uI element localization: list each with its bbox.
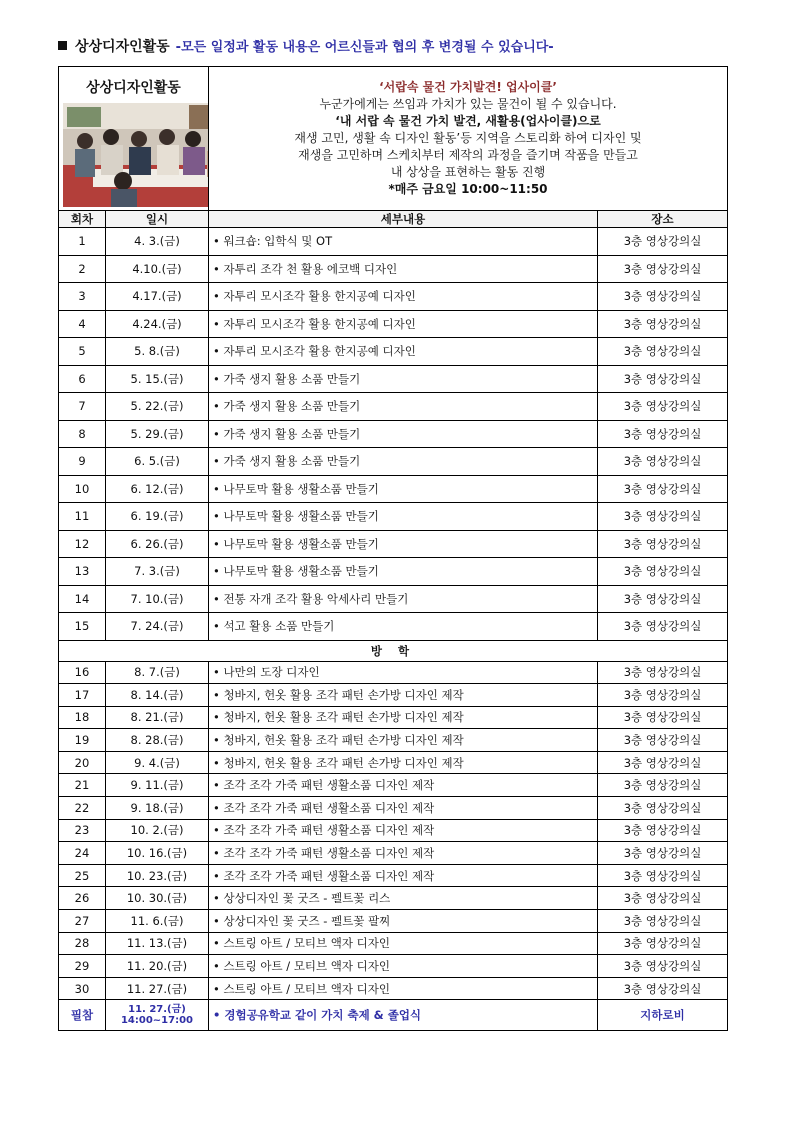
table-row — [59, 774, 728, 797]
session-number: 15 — [59, 613, 106, 641]
table-row — [59, 365, 728, 393]
session-place: 3층 영상강의실 — [598, 751, 728, 774]
session-content: • 조각 조각 가죽 패턴 생활소품 디자인 제작 — [209, 842, 598, 865]
session-date: 8. 28.(금) — [106, 729, 209, 752]
session-number: 21 — [59, 774, 106, 797]
table-row — [59, 475, 728, 503]
session-content: • 나만의 도장 디자인 — [209, 661, 598, 684]
session-content: • 워크숍: 입학식 및 OT — [209, 228, 598, 256]
photo-cell — [59, 67, 209, 211]
session-number: 8 — [59, 420, 106, 448]
schedule-table — [58, 66, 728, 1031]
session-date: 10. 23.(금) — [106, 864, 209, 887]
final-content: • 경험공유학교 같이 가치 축제 & 졸업식 — [209, 1000, 598, 1031]
session-content: • 조각 조각 가죽 패턴 생활소품 디자인 제작 — [209, 819, 598, 842]
session-date: 6. 19.(금) — [106, 503, 209, 531]
session-place: 3층 영상강의실 — [598, 420, 728, 448]
session-place: 3층 영상강의실 — [598, 365, 728, 393]
session-place: 3층 영상강의실 — [598, 613, 728, 641]
session-number: 18 — [59, 706, 106, 729]
session-number: 27 — [59, 910, 106, 933]
session-place: 3층 영상강의실 — [598, 864, 728, 887]
session-content: • 스트링 아트 / 모티브 액자 디자인 — [209, 977, 598, 1000]
session-date: 7. 3.(금) — [106, 558, 209, 586]
session-date: 5. 29.(금) — [106, 420, 209, 448]
table-row — [59, 661, 728, 684]
session-place: 3층 영상강의실 — [598, 475, 728, 503]
session-content: • 자투리 모시조각 활용 한지공예 디자인 — [209, 310, 598, 338]
header-place: 장소 — [598, 211, 728, 228]
session-number: 7 — [59, 393, 106, 421]
session-date: 8. 21.(금) — [106, 706, 209, 729]
session-date: 4. 3.(금) — [106, 228, 209, 256]
final-date-time: 14:00~17:00 — [120, 1015, 194, 1027]
session-place: 3층 영상강의실 — [598, 228, 728, 256]
final-date-day: 11. 27.(금) — [128, 1004, 186, 1016]
session-content: • 상상디자인 꽃 굿즈 - 펠트꽃 팔찌 — [209, 910, 598, 933]
session-number: 5 — [59, 338, 106, 366]
session-content: • 나무토막 활용 생활소품 만들기 — [209, 475, 598, 503]
table-row — [59, 283, 728, 311]
session-place: 3층 영상강의실 — [598, 932, 728, 955]
table-row — [59, 338, 728, 366]
table-row — [59, 977, 728, 1000]
session-place: 3층 영상강의실 — [598, 338, 728, 366]
session-number: 13 — [59, 558, 106, 586]
session-content: • 상상디자인 꽃 굿즈 - 펠트꽃 리스 — [209, 887, 598, 910]
table-row — [59, 751, 728, 774]
session-place: 3층 영상강의실 — [598, 819, 728, 842]
session-place: 3층 영상강의실 — [598, 585, 728, 613]
session-number: 22 — [59, 797, 106, 820]
session-content: • 조각 조각 가죽 패턴 생활소품 디자인 제작 — [209, 797, 598, 820]
session-content: • 조각 조각 가죽 패턴 생활소품 디자인 제작 — [209, 774, 598, 797]
header-no: 회차 — [59, 211, 106, 228]
session-place: 3층 영상강의실 — [598, 255, 728, 283]
table-row — [59, 585, 728, 613]
session-place: 3층 영상강의실 — [598, 283, 728, 311]
description-line: 재생 고민, 생활 속 디자인 활동’등 지역을 스토리화 하여 디자인 및 — [294, 131, 642, 145]
session-number: 17 — [59, 684, 106, 707]
session-date: 10. 30.(금) — [106, 887, 209, 910]
session-number: 23 — [59, 819, 106, 842]
session-content: • 청바지, 헌옷 활용 조각 패턴 손가방 디자인 제작 — [209, 706, 598, 729]
session-number: 24 — [59, 842, 106, 865]
table-row — [59, 842, 728, 865]
session-place: 3층 영상강의실 — [598, 910, 728, 933]
table-row — [59, 558, 728, 586]
session-place: 3층 영상강의실 — [598, 393, 728, 421]
session-date: 5. 22.(금) — [106, 393, 209, 421]
session-number: 3 — [59, 283, 106, 311]
session-date: 4.10.(금) — [106, 255, 209, 283]
final-date — [106, 1000, 209, 1031]
session-content: • 나무토막 활용 생활소품 만들기 — [209, 530, 598, 558]
session-date: 5. 15.(금) — [106, 365, 209, 393]
session-number: 12 — [59, 530, 106, 558]
session-place: 3층 영상강의실 — [598, 503, 728, 531]
table-row — [59, 393, 728, 421]
session-date: 6. 26.(금) — [106, 530, 209, 558]
session-place: 3층 영상강의실 — [598, 706, 728, 729]
session-date: 11. 6.(금) — [106, 910, 209, 933]
session-content: • 나무토막 활용 생활소품 만들기 — [209, 503, 598, 531]
session-number: 2 — [59, 255, 106, 283]
session-content: • 가죽 생지 활용 소품 만들기 — [209, 365, 598, 393]
table-row — [59, 706, 728, 729]
table-row — [59, 448, 728, 476]
session-place: 3층 영상강의실 — [598, 797, 728, 820]
square-bullet-icon — [58, 41, 67, 50]
session-date: 6. 5.(금) — [106, 448, 209, 476]
session-date: 11. 20.(금) — [106, 955, 209, 978]
session-place: 3층 영상강의실 — [598, 530, 728, 558]
description-line: 누군가에게는 쓰임과 가치가 있는 물건이 될 수 있습니다. — [319, 97, 617, 111]
session-place: 3층 영상강의실 — [598, 310, 728, 338]
session-place: 3층 영상강의실 — [598, 774, 728, 797]
session-date: 11. 13.(금) — [106, 932, 209, 955]
table-row — [59, 310, 728, 338]
session-number: 9 — [59, 448, 106, 476]
table-row — [59, 228, 728, 256]
table-row — [59, 955, 728, 978]
vacation-row — [59, 640, 728, 661]
table-row — [59, 503, 728, 531]
program-description — [209, 67, 728, 211]
session-content: • 석고 활용 소품 만들기 — [209, 613, 598, 641]
session-number: 25 — [59, 864, 106, 887]
session-number: 26 — [59, 887, 106, 910]
final-place: 지하로비 — [598, 1000, 728, 1031]
session-place: 3층 영상강의실 — [598, 684, 728, 707]
final-event-row — [59, 1000, 728, 1031]
session-content: • 가죽 생지 활용 소품 만들기 — [209, 393, 598, 421]
table-row — [59, 887, 728, 910]
session-number: 4 — [59, 310, 106, 338]
session-place: 3층 영상강의실 — [598, 729, 728, 752]
description-line: ‘내 서랍 속 물건 가치 발견, 새활용(업사이클)으로 — [335, 114, 601, 128]
table-row — [59, 797, 728, 820]
table-row — [59, 420, 728, 448]
session-place: 3층 영상강의실 — [598, 955, 728, 978]
schedule-body — [59, 67, 728, 1031]
table-row — [59, 864, 728, 887]
table-row — [59, 530, 728, 558]
session-number: 29 — [59, 955, 106, 978]
session-date: 9. 11.(금) — [106, 774, 209, 797]
intro-row — [59, 67, 728, 211]
description-line: 내 상상을 표현하는 활동 진행 — [390, 165, 546, 179]
table-header-row — [59, 211, 728, 228]
session-number: 30 — [59, 977, 106, 1000]
session-number: 11 — [59, 503, 106, 531]
session-date: 8. 14.(금) — [106, 684, 209, 707]
table-row — [59, 729, 728, 752]
final-required-label: 필참 — [59, 1000, 106, 1031]
table-row — [59, 255, 728, 283]
session-date: 11. 27.(금) — [106, 977, 209, 1000]
session-number: 28 — [59, 932, 106, 955]
session-content: • 자투리 모시조각 활용 한지공예 디자인 — [209, 338, 598, 366]
session-number: 10 — [59, 475, 106, 503]
session-date: 5. 8.(금) — [106, 338, 209, 366]
photo-title: 상상디자인활동 — [86, 80, 181, 96]
header-content: 세부내용 — [209, 211, 598, 228]
session-place: 3층 영상강의실 — [598, 448, 728, 476]
session-date: 10. 2.(금) — [106, 819, 209, 842]
session-date: 4.24.(금) — [106, 310, 209, 338]
session-place: 3층 영상강의실 — [598, 977, 728, 1000]
session-content: • 청바지, 헌옷 활용 조각 패턴 손가방 디자인 제작 — [209, 684, 598, 707]
session-number: 16 — [59, 661, 106, 684]
session-place: 3층 영상강의실 — [598, 842, 728, 865]
program-slogan: ‘서랍속 물건 가치발견! 업사이클’ — [379, 80, 557, 94]
session-date: 7. 24.(금) — [106, 613, 209, 641]
session-date: 4.17.(금) — [106, 283, 209, 311]
table-row — [59, 819, 728, 842]
session-content: • 스트링 아트 / 모티브 액자 디자인 — [209, 932, 598, 955]
section-title: 상상디자인활동 — [75, 39, 170, 55]
session-content: • 청바지, 헌옷 활용 조각 패턴 손가방 디자인 제작 — [209, 729, 598, 752]
schedule-time-note: *매주 금요일 10:00~11:50 — [388, 182, 548, 196]
session-date: 10. 16.(금) — [106, 842, 209, 865]
session-content: • 스트링 아트 / 모티브 액자 디자인 — [209, 955, 598, 978]
session-content: • 자투리 모시조각 활용 한지공예 디자인 — [209, 283, 598, 311]
session-content: • 가죽 생지 활용 소품 만들기 — [209, 448, 598, 476]
table-row — [59, 910, 728, 933]
session-number: 20 — [59, 751, 106, 774]
session-place: 3층 영상강의실 — [598, 887, 728, 910]
activity-photo — [63, 103, 209, 207]
session-date: 8. 7.(금) — [106, 661, 209, 684]
session-place: 3층 영상강의실 — [598, 558, 728, 586]
session-content: • 청바지, 헌옷 활용 조각 패턴 손가방 디자인 제작 — [209, 751, 598, 774]
table-row — [59, 684, 728, 707]
session-date: 7. 10.(금) — [106, 585, 209, 613]
session-number: 14 — [59, 585, 106, 613]
session-date: 6. 12.(금) — [106, 475, 209, 503]
section-notice: -모든 일정과 활동 내용은 어르신들과 협의 후 변경될 수 있습니다- — [175, 40, 554, 55]
session-content: • 전통 자개 조각 활용 악세사리 만들기 — [209, 585, 598, 613]
session-place: 3층 영상강의실 — [598, 661, 728, 684]
table-row — [59, 613, 728, 641]
table-row — [59, 932, 728, 955]
session-date: 9. 4.(금) — [106, 751, 209, 774]
session-content: • 나무토막 활용 생활소품 만들기 — [209, 558, 598, 586]
section-heading — [58, 36, 554, 56]
session-content: • 조각 조각 가죽 패턴 생활소품 디자인 제작 — [209, 864, 598, 887]
session-date: 9. 18.(금) — [106, 797, 209, 820]
session-content: • 가죽 생지 활용 소품 만들기 — [209, 420, 598, 448]
header-date: 일시 — [106, 211, 209, 228]
session-number: 6 — [59, 365, 106, 393]
session-content: • 자투리 조각 천 활용 에코백 디자인 — [209, 255, 598, 283]
session-number: 1 — [59, 228, 106, 256]
session-number: 19 — [59, 729, 106, 752]
vacation-label: 방 학 — [59, 640, 728, 661]
description-line: 재생을 고민하며 스케치부터 제작의 과정을 즐기며 작품을 만들고 — [298, 148, 638, 162]
